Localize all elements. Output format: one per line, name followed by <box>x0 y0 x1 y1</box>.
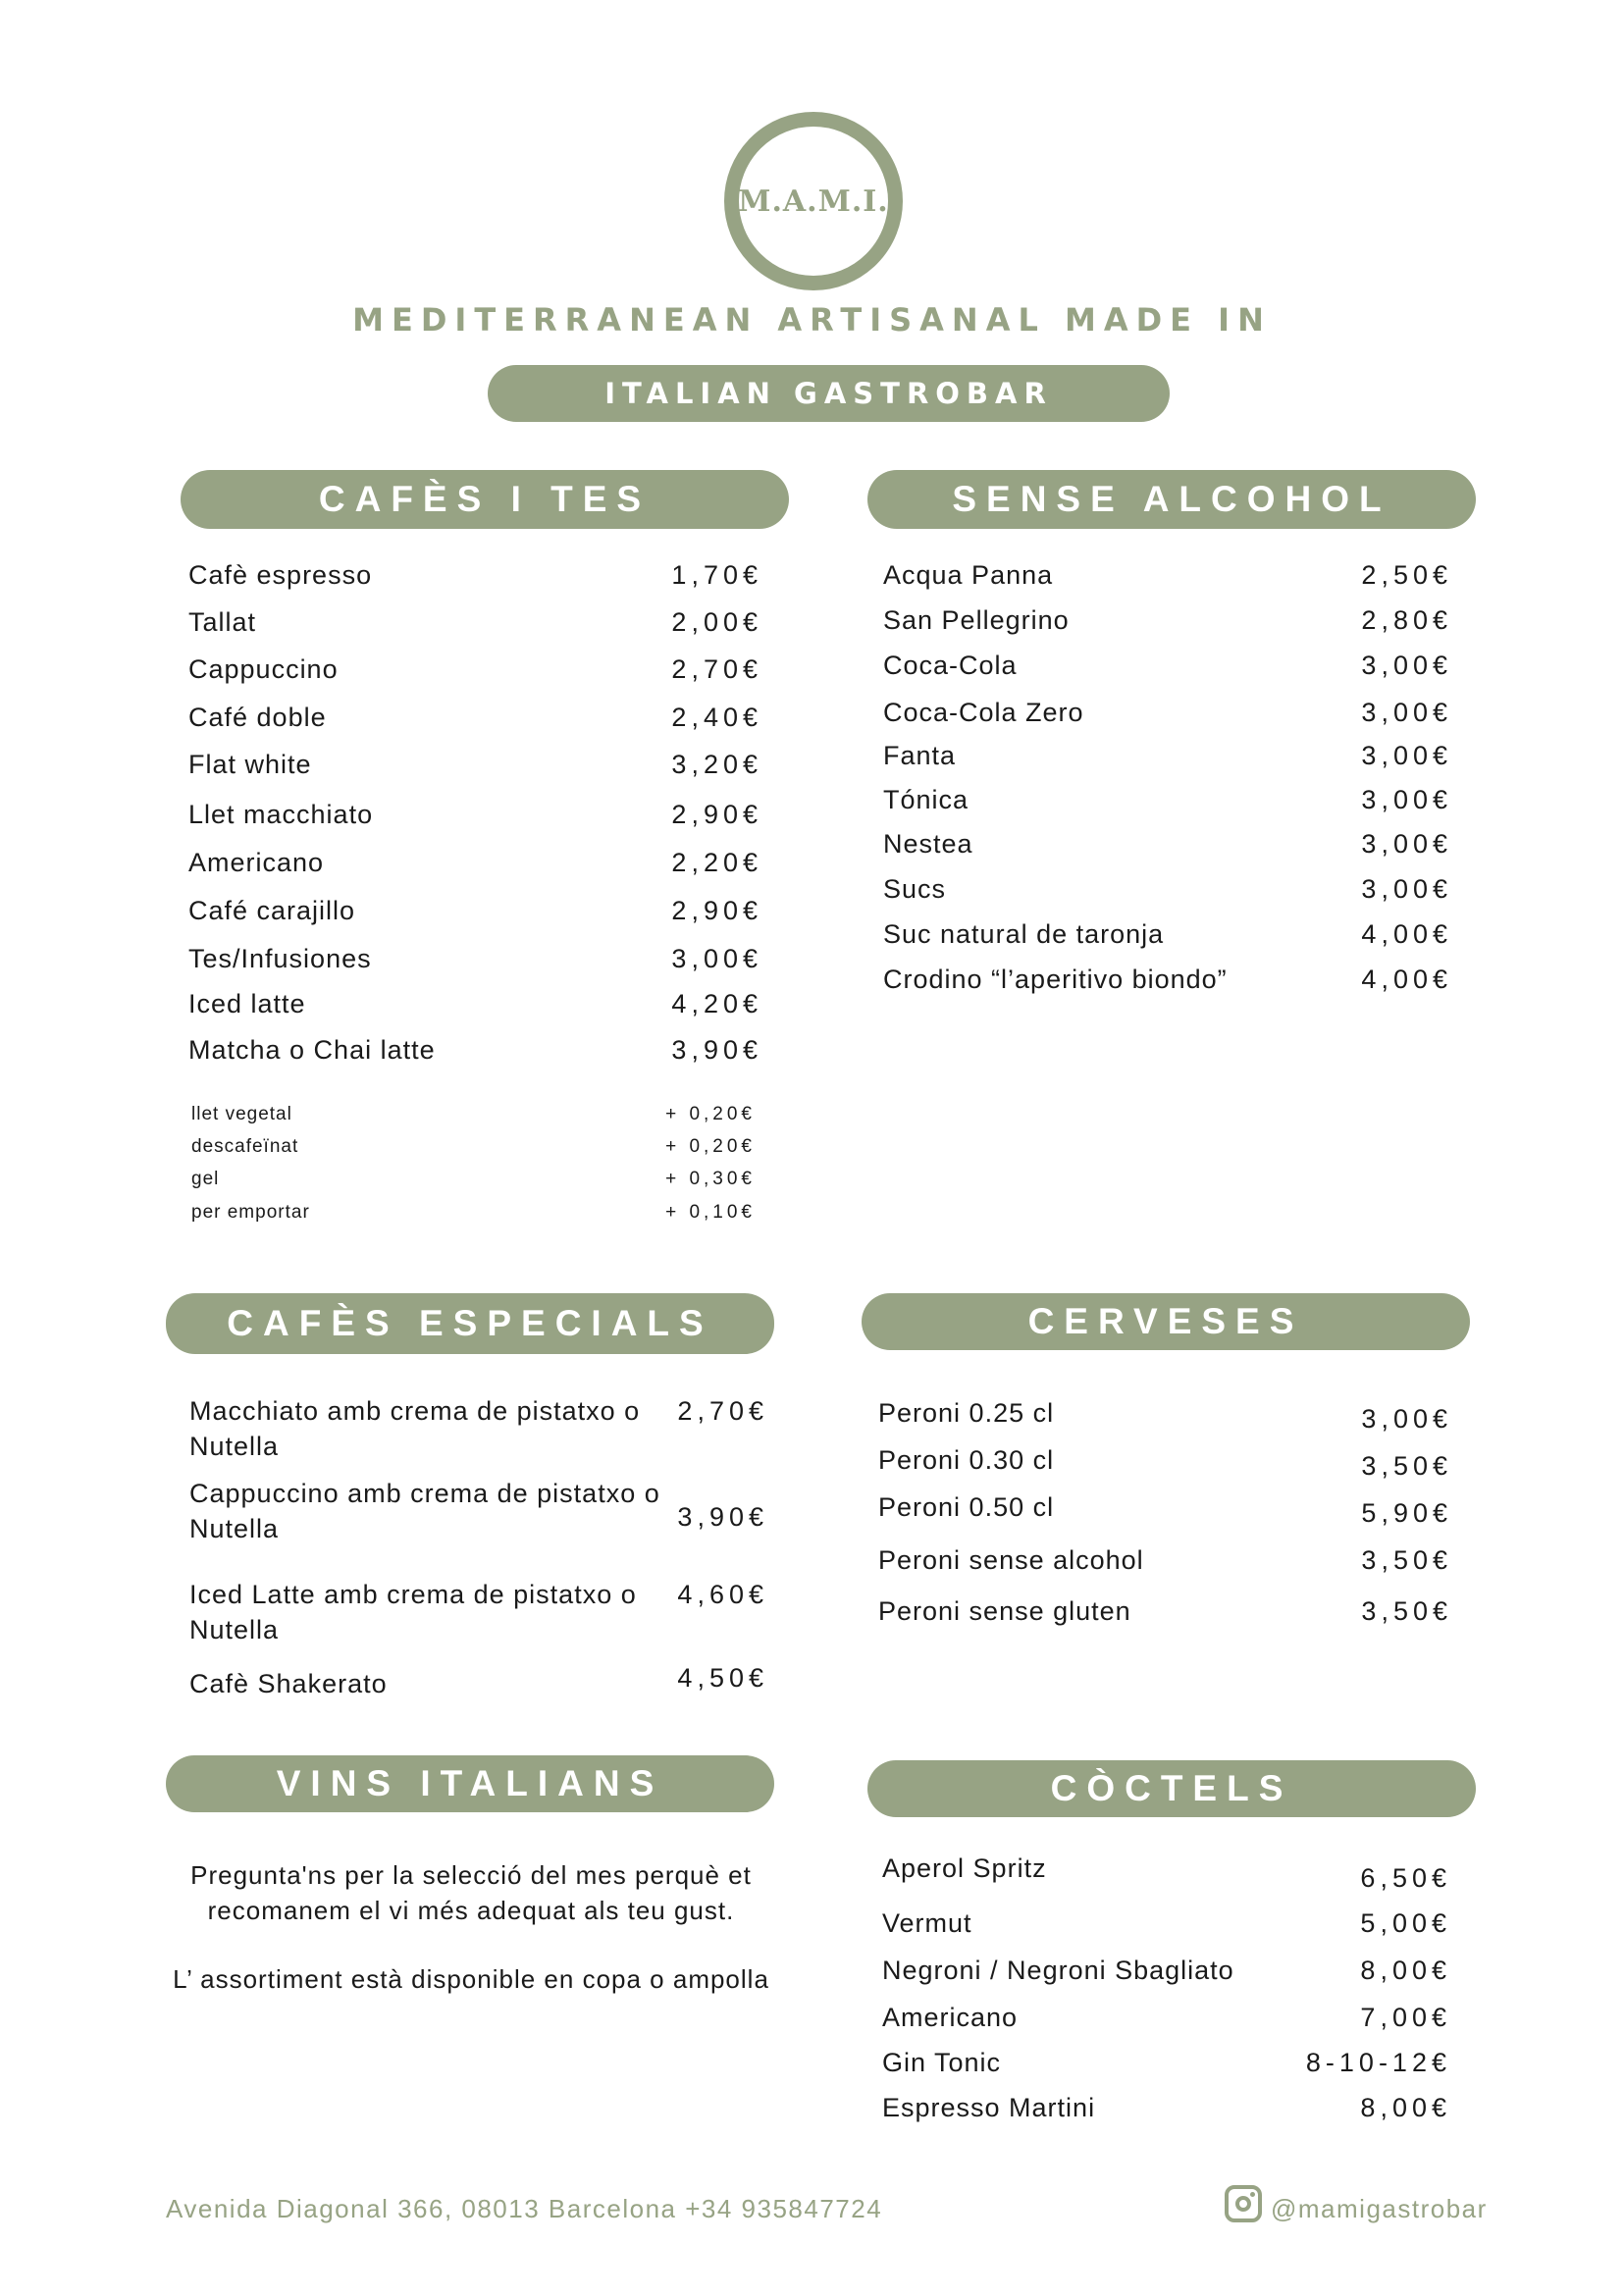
section-header-vins-italians: VINS ITALIANS <box>166 1755 774 1812</box>
item-price: 3,00€ <box>1361 651 1452 680</box>
cafes-tes-list <box>188 557 762 1068</box>
item-price: 3,90€ <box>677 1502 768 1532</box>
item-price: 3,00€ <box>1361 698 1452 727</box>
item-price: 2,40€ <box>671 703 762 732</box>
item-price: 3,50€ <box>1361 1545 1452 1575</box>
list-item <box>189 1663 768 1701</box>
item-name: Cappuccino <box>188 654 339 684</box>
item-name: Flat white <box>188 750 312 779</box>
list-item <box>882 2045 1451 2080</box>
list-item <box>882 1953 1451 1988</box>
item-name: Llet macchiato <box>188 800 374 829</box>
list-item <box>191 1103 756 1126</box>
item-name: Vermut <box>882 1908 972 1938</box>
item-price: 4,50€ <box>677 1663 768 1693</box>
list-item <box>878 1395 1452 1436</box>
item-name: Cafè Shakerato <box>189 1669 388 1698</box>
item-name: Tes/Infusiones <box>188 944 372 973</box>
item-name: Peroni 0.50 cl <box>878 1492 1055 1522</box>
list-item <box>882 2000 1451 2035</box>
item-name: Peroni sense alcohol <box>878 1545 1144 1575</box>
item-name: Peroni sense gluten <box>878 1596 1131 1626</box>
item-name: Sucs <box>883 874 947 904</box>
list-item <box>878 1542 1452 1578</box>
extra-price: + 0,20€ <box>665 1136 756 1157</box>
item-name: Matcha o Chai latte <box>188 1035 436 1065</box>
item-name: Café doble <box>188 703 327 732</box>
section-header-sense-alcohol: SENSE ALCOHOL <box>867 470 1476 529</box>
item-price: 3,00€ <box>1361 785 1452 814</box>
list-item <box>191 1168 756 1191</box>
item-price: 3,00€ <box>1361 1404 1452 1434</box>
list-item <box>189 1476 768 1546</box>
list-item <box>188 747 762 782</box>
item-price: 3,00€ <box>671 944 762 973</box>
item-price: 3,20€ <box>671 750 762 779</box>
list-item <box>883 738 1452 773</box>
item-name: Café carajillo <box>188 896 356 925</box>
item-name: Tónica <box>883 785 969 814</box>
footer-instagram-handle[interactable]: @mamigastrobar <box>1271 2194 1488 2223</box>
list-item <box>883 871 1452 907</box>
list-item <box>188 652 762 687</box>
list-item <box>882 1905 1451 1941</box>
section-header-cafes-especials: CAFÈS ESPECIALS <box>166 1293 774 1354</box>
list-item <box>188 893 762 928</box>
subtitle-pill: ITALIAN GASTROBAR <box>488 365 1170 422</box>
item-price: 7,00€ <box>1360 2003 1451 2032</box>
footer-address: Avenida Diagonal 366, 08013 Barcelona +34 935847724 <box>166 2194 883 2223</box>
item-price: 2,70€ <box>671 654 762 684</box>
item-name: Cappuccino amb crema de pistatxo o Nutella <box>189 1479 660 1543</box>
list-item <box>189 1393 768 1464</box>
list-item <box>883 557 1452 593</box>
item-price: 3,50€ <box>1361 1596 1452 1626</box>
list-item <box>883 826 1452 861</box>
list-item <box>188 986 762 1021</box>
item-price: 1,70€ <box>671 560 762 590</box>
list-item <box>878 1593 1452 1629</box>
instagram-dot <box>1250 2192 1255 2197</box>
item-name: Americano <box>882 2003 1019 2032</box>
item-price: 2,80€ <box>1361 605 1452 635</box>
tagline: MEDITERRANEAN ARTISANAL MADE IN <box>352 301 1272 339</box>
item-price: 8,00€ <box>1360 1956 1451 1985</box>
item-name: Nestea <box>883 829 973 859</box>
item-price: 3,00€ <box>1361 829 1452 859</box>
item-name: Coca-Cola Zero <box>883 698 1084 727</box>
extra-name: llet vegetal <box>191 1104 292 1124</box>
extra-name: gel <box>191 1169 220 1189</box>
extra-name: descafeïnat <box>191 1136 299 1157</box>
item-price: 3,00€ <box>1361 741 1452 770</box>
list-item <box>878 1442 1452 1484</box>
list-item <box>878 1489 1452 1531</box>
wine-recommendation-text: Pregunta'ns per la selecció del mes perquè et recomanem el vi més adequat als teu gust. <box>190 1860 752 1925</box>
item-price: 4,20€ <box>671 989 762 1018</box>
list-item <box>883 916 1452 952</box>
section-header-cafes-tes: CAFÈS I TES <box>181 470 789 529</box>
logo-text: M.A.M.I. <box>738 183 889 219</box>
list-item <box>188 845 762 880</box>
item-price: 3,00€ <box>1361 874 1452 904</box>
list-item <box>188 604 762 640</box>
item-price: 2,20€ <box>671 848 762 877</box>
list-item <box>188 700 762 735</box>
item-name: Tallat <box>188 607 257 637</box>
item-name: Peroni 0.30 cl <box>878 1445 1055 1475</box>
item-name: Negroni / Negroni Sbagliato <box>882 1956 1234 1985</box>
item-price: 2,00€ <box>671 607 762 637</box>
item-price: 5,90€ <box>1361 1498 1452 1528</box>
item-name: Cafè espresso <box>188 560 373 590</box>
item-name: Gin Tonic <box>882 2048 1002 2077</box>
item-name: Iced latte <box>188 989 306 1018</box>
logo-seal <box>724 112 903 290</box>
extra-name: per emportar <box>191 1202 310 1223</box>
item-price: 3,90€ <box>671 1035 762 1065</box>
list-item <box>191 1135 756 1159</box>
section-header-cerveses: CERVESES <box>862 1293 1470 1350</box>
item-price: 2,90€ <box>671 800 762 829</box>
vins-italians-text <box>167 1857 775 1997</box>
list-item <box>188 941 762 976</box>
cafes-especials-list <box>189 1393 768 1707</box>
item-price: 3,50€ <box>1361 1451 1452 1481</box>
list-item <box>882 1851 1451 1896</box>
section-header-coctels: CÒCTELS <box>867 1760 1476 1817</box>
instagram-lens <box>1235 2196 1251 2212</box>
item-price: 6,50€ <box>1360 1863 1451 1893</box>
item-name: Fanta <box>883 741 957 770</box>
list-item <box>188 797 762 832</box>
cafes-tes-extras <box>191 1103 756 1230</box>
wine-availability-text: L’ assortiment està disponible en copa o ampolla <box>173 1964 769 1994</box>
list-item <box>188 557 762 593</box>
item-price: 8,00€ <box>1360 2093 1451 2122</box>
item-price: 2,90€ <box>671 896 762 925</box>
item-price: 4,60€ <box>677 1580 768 1609</box>
list-item <box>883 962 1452 997</box>
list-item <box>883 602 1452 638</box>
list-item <box>883 695 1452 730</box>
list-item <box>883 648 1452 683</box>
item-price: 5,00€ <box>1360 1908 1451 1938</box>
item-name: Coca-Cola <box>883 651 1018 680</box>
cerveses-list <box>878 1395 1452 1631</box>
extra-price: + 0,10€ <box>665 1202 756 1223</box>
instagram-icon[interactable] <box>1225 2185 1262 2222</box>
item-name: Americano <box>188 848 325 877</box>
list-item <box>191 1201 756 1225</box>
list-item <box>188 1032 762 1068</box>
item-price: 8-10-12€ <box>1305 2048 1451 2077</box>
list-item <box>883 782 1452 817</box>
extra-price: + 0,20€ <box>665 1104 756 1124</box>
item-name: Crodino “l’aperitivo biondo” <box>883 965 1228 994</box>
item-name: Iced Latte amb crema de pistatxo o Nutella <box>189 1580 637 1644</box>
item-name: Suc natural de taronja <box>883 919 1165 949</box>
item-name: San Pellegrino <box>883 605 1070 635</box>
item-price: 2,70€ <box>677 1396 768 1426</box>
list-item <box>882 2090 1451 2125</box>
sense-alcohol-list <box>883 557 1452 1009</box>
item-name: Espresso Martini <box>882 2093 1096 2122</box>
item-name: Acqua Panna <box>883 560 1054 590</box>
list-item <box>189 1577 768 1647</box>
item-price: 4,00€ <box>1361 919 1452 949</box>
item-name: Aperol Spritz <box>882 1853 1047 1883</box>
extra-price: + 0,30€ <box>665 1169 756 1189</box>
item-name: Peroni 0.25 cl <box>878 1398 1055 1428</box>
item-price: 4,00€ <box>1361 965 1452 994</box>
coctels-list <box>882 1851 1451 2135</box>
item-name: Macchiato amb crema de pistatxo o Nutella <box>189 1396 641 1461</box>
item-price: 2,50€ <box>1361 560 1452 590</box>
